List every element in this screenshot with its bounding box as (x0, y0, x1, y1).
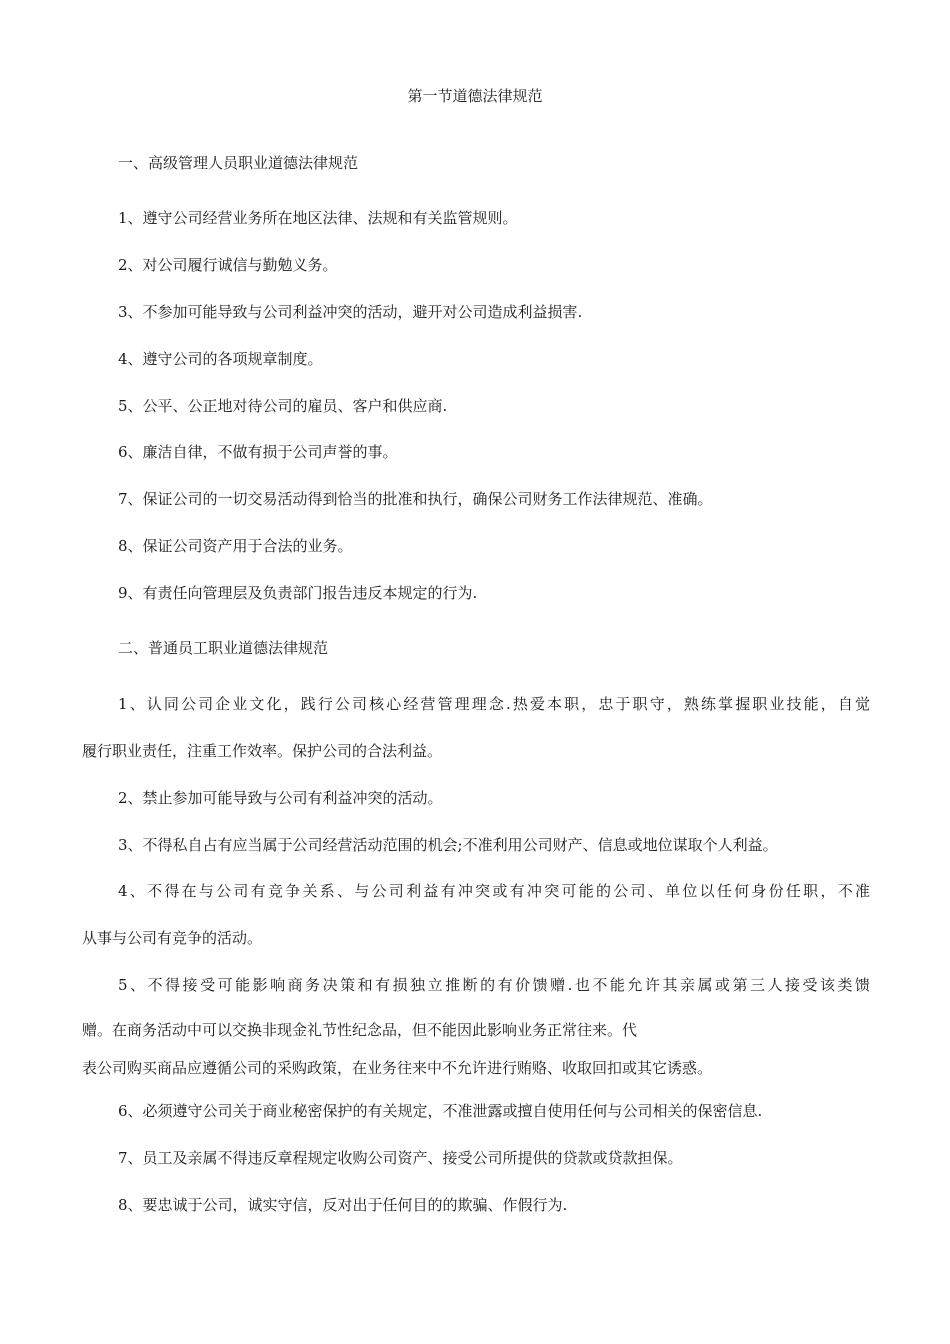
section-heading-2: 二、普通员工职业道德法律规范 (118, 639, 329, 657)
list-item: 6、廉洁自律，不做有损于公司声誉的事。 (118, 443, 398, 461)
page-title: 第一节道德法律规范 (407, 87, 543, 105)
list-item: 8、保证公司资产用于合法的业务。 (118, 537, 353, 555)
list-item: 5、公平、公正地对待公司的雇员、客户和供应商. (118, 397, 448, 415)
list-item: 2、对公司履行诚信与勤勉义务。 (118, 256, 338, 274)
list-item: 1、认同公司企业文化，践行公司核心经营管理理念.热爱本职，忠于职守，熟练掌握职业技能，自觉 (118, 695, 870, 713)
list-item: 5、不得接受可能影响商务决策和有损独立推断的有价馈赠.也不能允许其亲属或第三人接受该类馈 (118, 976, 870, 994)
list-item: 1、遵守公司经营业务所在地区法律、法规和有关监管规则。 (118, 209, 518, 227)
list-item: 3、不得私自占有应当属于公司经营活动范围的机会;不准利用公司财产、信息或地位谋取个人利益。 (118, 836, 778, 854)
list-item-continuation: 履行职业责任，注重工作效率。保护公司的合法利益。 (82, 742, 443, 760)
list-item: 7、员工及亲属不得违反章程规定收购公司资产、接受公司所提供的贷款或贷款担保。 (118, 1149, 683, 1167)
list-item-continuation: 赠。在商务活动中可以交换非现金礼节性纪念品，但不能因此影响业务正常往来。代 (82, 1021, 638, 1039)
list-item-continuation: 从事与公司有竞争的活动。 (82, 929, 263, 947)
list-item: 3、不参加可能导致与公司利益冲突的活动，避开对公司造成利益损害. (118, 303, 583, 321)
list-item: 8、要忠诚于公司，诚实守信，反对出于任何目的的欺骗、作假行为. (118, 1196, 568, 1214)
section-heading-1: 一、高级管理人员职业道德法律规范 (118, 154, 359, 172)
list-item: 4、不得在与公司有竞争关系、与公司利益有冲突或有冲突可能的公司、单位以任何身份任职，不准 (118, 882, 870, 900)
list-item-continuation: 表公司购买商品应遵循公司的采购政策，在业务往来中不允许进行贿赂、收取回扣或其它诱惑。 (82, 1059, 713, 1077)
list-item: 7、保证公司的一切交易活动得到恰当的批准和执行，确保公司财务工作法律规范、准确。 (118, 490, 713, 508)
list-item: 2、禁止参加可能导致与公司有利益冲突的活动。 (118, 789, 443, 807)
list-item: 9、有责任向管理层及负责部门报告违反本规定的行为. (118, 584, 478, 602)
list-item: 6、必须遵守公司关于商业秘密保护的有关规定，不准泄露或擅自使用任何与公司相关的保密信息. (118, 1102, 763, 1120)
list-item: 4、遵守公司的各项规章制度。 (118, 350, 323, 368)
